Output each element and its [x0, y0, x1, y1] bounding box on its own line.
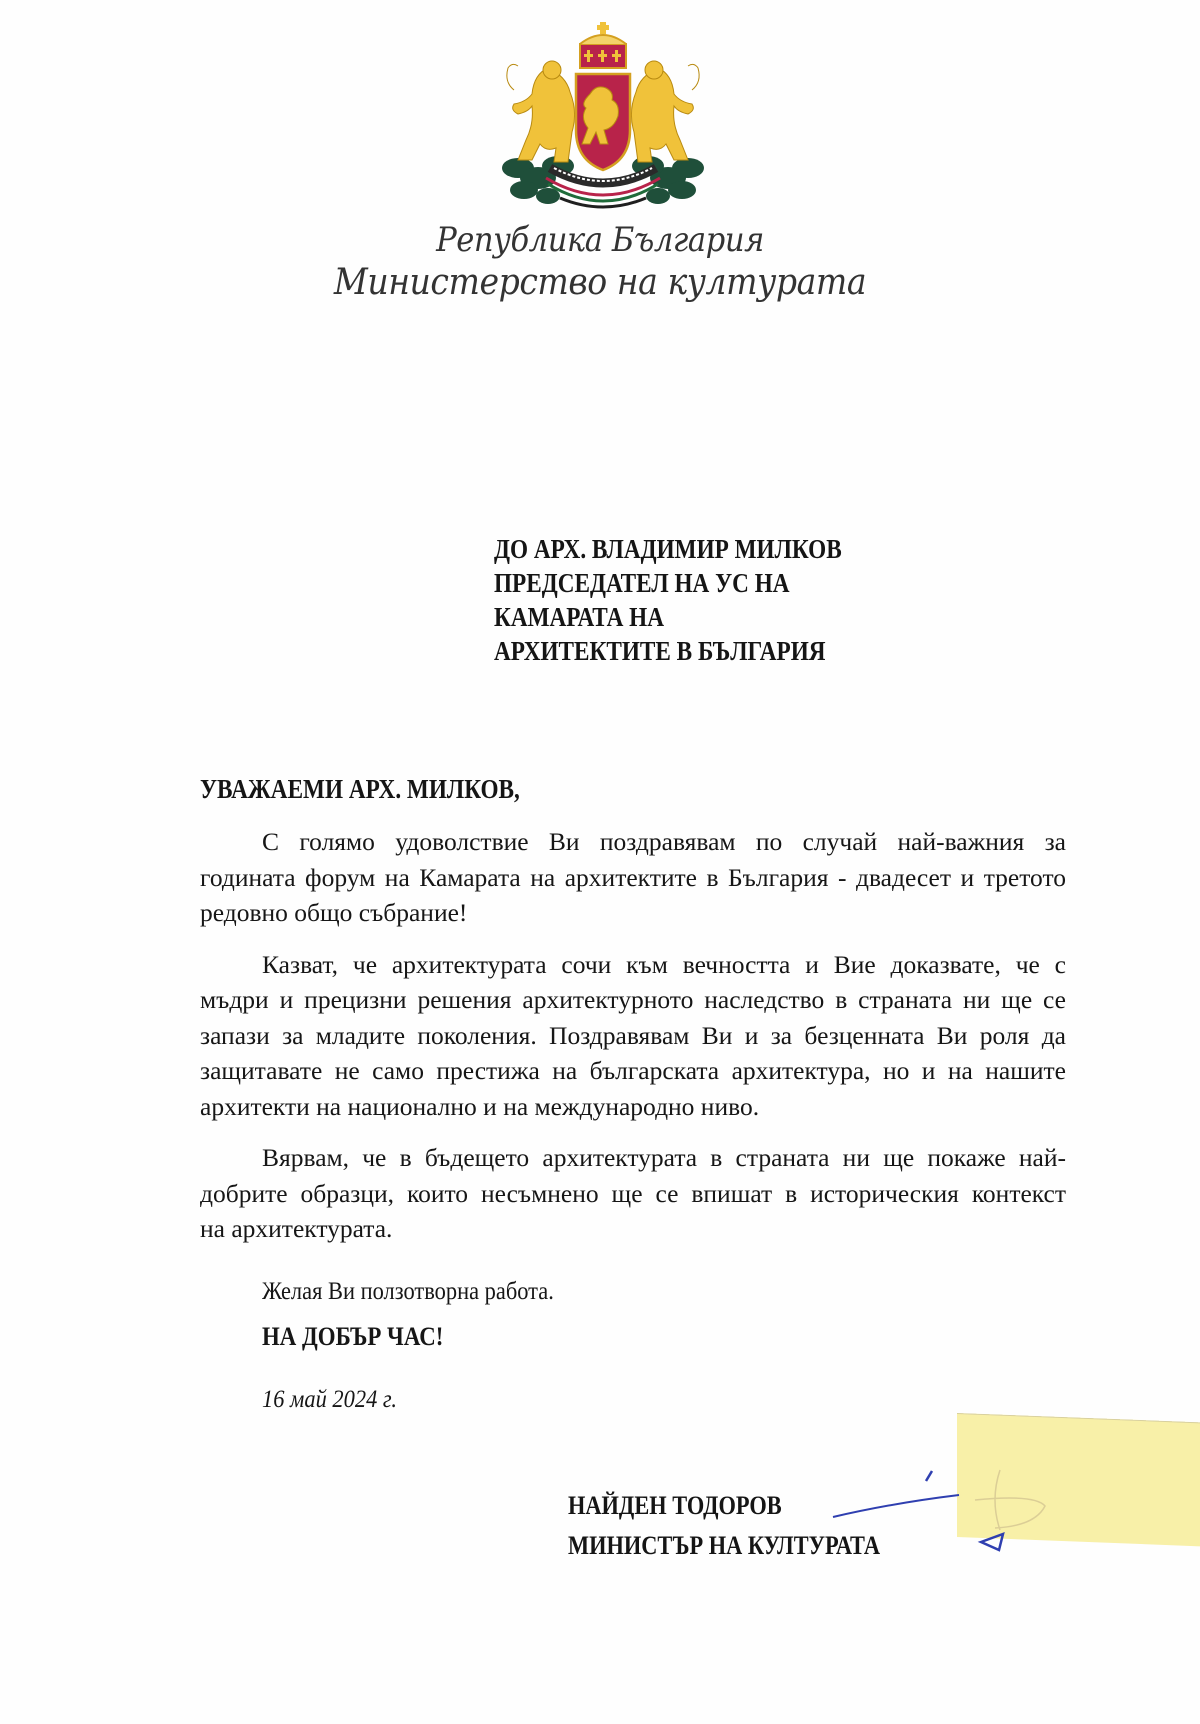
- closing-cheer: НА ДОБЪР ЧАС!: [262, 1322, 444, 1351]
- body-line: редовно общо събрание!: [200, 898, 468, 927]
- motto-ribbon-icon: [546, 168, 660, 207]
- lion-right-icon: [631, 61, 699, 162]
- body-paragraph: [200, 824, 1066, 931]
- body-line: годината форум на Камарата на архитектите в България - двадесет и третото: [200, 862, 1066, 892]
- salutation: УВАЖАЕМИ АРХ. МИЛКОВ,: [200, 774, 520, 804]
- signature-block: [568, 1486, 880, 1566]
- addressee-line: ПРЕДСЕДАТЕЛ НА УС НА: [494, 568, 790, 598]
- addressee-line: ДО АРХ. ВЛАДИМИР МИЛКОВ: [494, 534, 842, 564]
- body-line: на архитектурата.: [200, 1214, 393, 1243]
- letter-body: [200, 824, 1066, 1263]
- body-paragraph: [200, 947, 1066, 1125]
- country-name: Република България: [436, 220, 764, 260]
- signatory-title: МИНИСТЪР НА КУЛТУРАТА: [568, 1531, 880, 1560]
- crown-icon: [580, 22, 626, 68]
- body-line: архитекти на национално и на международно ниво.: [200, 1091, 760, 1121]
- body-line: добрите образци, които несъмнено ще се впишат в историческия контекст: [200, 1178, 1066, 1208]
- addressee-block: [494, 532, 842, 668]
- addressee-line: АРХИТЕКТИТЕ В БЪЛГАРИЯ: [494, 636, 826, 666]
- coat-of-arms-emblem: [488, 18, 718, 214]
- body-line: Вярвам, че в бъдещето архитектурата в страната ни ще покаже най-: [262, 1143, 1066, 1172]
- body-line: Казват, че архитектурата сочи към вечността и Вие доказвате, че с: [262, 949, 1066, 979]
- sticky-note-overlay: [957, 1413, 1200, 1546]
- letter-date: 16 май 2024 г.: [262, 1384, 397, 1413]
- body-line: мъдри и прецизни решения архитектурното наследство в страната ни ще се: [200, 985, 1066, 1014]
- closing-wish: Желая Ви ползотворна работа.: [262, 1276, 554, 1305]
- body-line: защитавате не само престижа на българската архитектура, но и на нашите: [200, 1056, 1066, 1085]
- body-line: запази за младите поколения. Поздравявам Ви и за безценната Ви роля да: [200, 1020, 1066, 1050]
- body-line: С голямо удоволствие Ви поздравявам по случай най-важния за: [262, 827, 1066, 856]
- addressee-line: КАМАРАТА НА: [494, 602, 664, 632]
- ministry-name: Министерство на културата: [333, 262, 867, 303]
- oak-branch-left-icon: [502, 156, 574, 204]
- body-paragraph: [200, 1140, 1066, 1247]
- signatory-name: НАЙДЕН ТОДОРОВ: [568, 1491, 782, 1520]
- lion-left-icon: [507, 61, 575, 162]
- oak-branch-right-icon: [632, 156, 704, 204]
